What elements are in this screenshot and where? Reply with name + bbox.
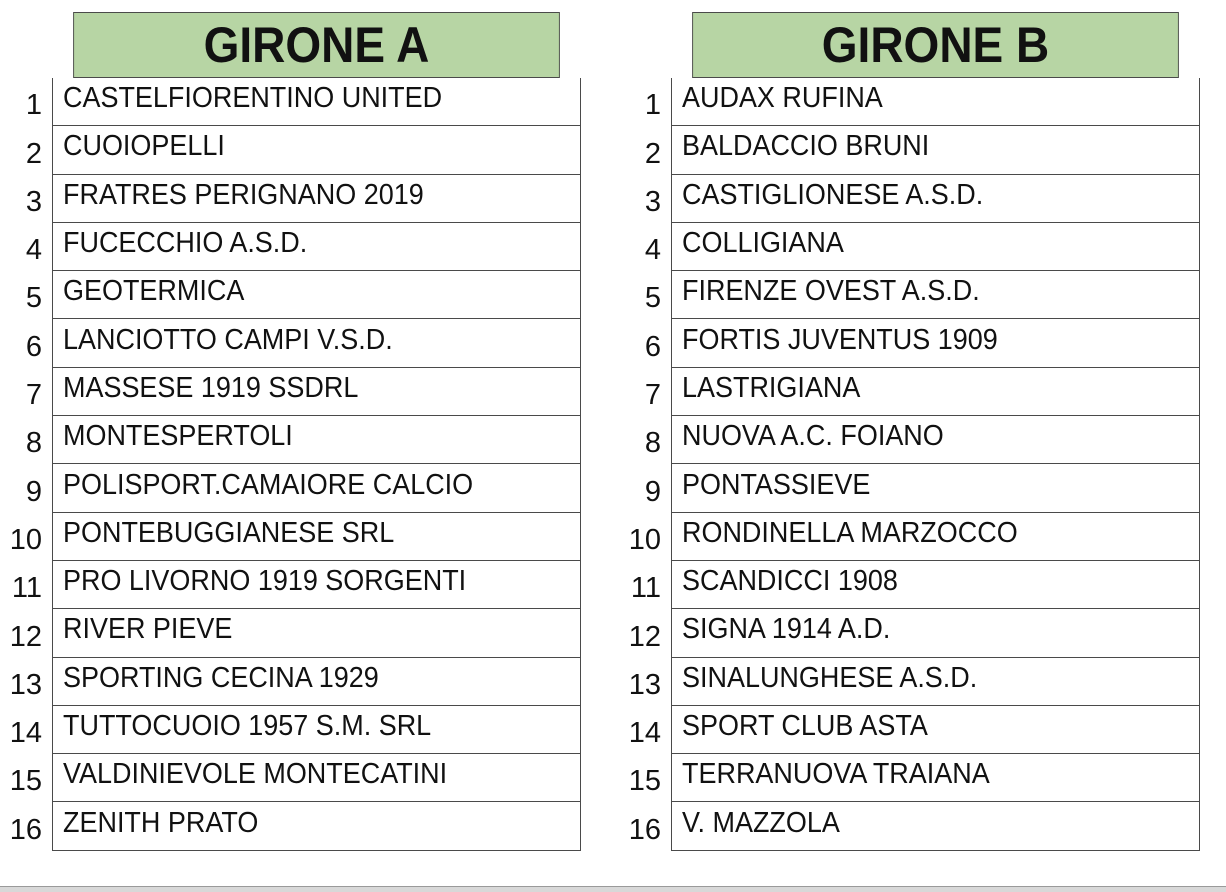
team-name-cell — [671, 754, 1200, 802]
row-number: 1 — [25, 89, 42, 122]
team-name: PONTEBUGGIANESE SRL — [63, 516, 395, 549]
team-name-cell — [52, 754, 581, 802]
row-number: 14 — [9, 717, 42, 750]
team-name-cell — [671, 126, 1200, 174]
table-row — [0, 368, 581, 416]
team-name-cell — [52, 126, 581, 174]
row-number: 3 — [644, 185, 661, 218]
row-number: 15 — [628, 765, 661, 798]
team-name: AUDAX RUFINA — [682, 82, 883, 115]
team-name: TUTTOCUOIO 1957 S.M. SRL — [63, 710, 432, 742]
group-b-table — [619, 12, 1200, 851]
row-number: 2 — [25, 137, 42, 170]
team-name-cell — [52, 271, 581, 319]
team-name: BALDACCIO BRUNI — [682, 130, 930, 163]
team-name: MONTESPERTOLI — [63, 420, 293, 453]
table-row — [0, 223, 581, 271]
team-name-cell — [52, 175, 581, 223]
row-number: 4 — [25, 234, 42, 267]
row-number: 11 — [11, 572, 42, 605]
team-name-cell — [52, 609, 581, 657]
team-name: CASTELFIORENTINO UNITED — [63, 82, 443, 115]
table-row — [0, 175, 581, 223]
team-name: RIVER PIEVE — [63, 613, 233, 646]
table-row — [619, 561, 1200, 609]
table-row — [0, 754, 581, 802]
table-row — [619, 271, 1200, 319]
team-name-cell — [671, 368, 1200, 416]
row-number: 4 — [644, 234, 661, 267]
table-row — [619, 319, 1200, 367]
team-name: FIRENZE OVEST A.S.D. — [682, 275, 980, 308]
team-name: GEOTERMICA — [63, 275, 245, 308]
row-number: 7 — [644, 379, 661, 412]
team-name-cell — [52, 368, 581, 416]
team-name-cell — [671, 561, 1200, 609]
table-row — [619, 175, 1200, 223]
row-number: 16 — [9, 813, 42, 846]
team-name: SIGNA 1914 A.D. — [682, 613, 891, 646]
row-number: 10 — [9, 523, 42, 556]
table-row — [0, 513, 581, 561]
team-name: SCANDICCI 1908 — [682, 565, 898, 598]
team-name-cell — [671, 706, 1200, 754]
header-spacer — [0, 12, 52, 78]
team-name-cell — [671, 78, 1200, 126]
team-name: SINALUNGHESE A.S.D. — [682, 661, 978, 694]
row-number: 9 — [25, 475, 42, 508]
group-b-rows — [619, 78, 1200, 851]
row-number: 13 — [9, 668, 42, 701]
team-name: LASTRIGIANA — [682, 371, 861, 404]
team-name: TERRANUOVA TRAIANA — [682, 758, 990, 791]
team-name-cell — [52, 658, 581, 706]
team-name-cell — [52, 223, 581, 271]
row-number: 5 — [644, 282, 661, 315]
row-number: 14 — [628, 717, 661, 750]
team-name-cell — [52, 416, 581, 464]
team-name-cell — [52, 78, 581, 126]
row-number: 6 — [25, 330, 42, 363]
team-name-cell — [671, 513, 1200, 561]
bottom-scroll-strip — [0, 886, 1226, 892]
team-name: PRO LIVORNO 1919 SORGENTI — [63, 565, 467, 598]
table-row — [619, 416, 1200, 464]
table-row — [619, 706, 1200, 754]
team-name: VALDINIEVOLE MONTECATINI — [63, 758, 448, 791]
team-name-cell — [671, 271, 1200, 319]
team-name-cell — [671, 175, 1200, 223]
row-number: 11 — [630, 572, 661, 605]
table-row — [0, 609, 581, 657]
table-row — [0, 416, 581, 464]
table-row — [0, 126, 581, 174]
table-row — [619, 513, 1200, 561]
table-row — [0, 561, 581, 609]
row-number: 5 — [25, 282, 42, 315]
team-name: MASSESE 1919 SSDRL — [63, 371, 359, 404]
team-name-cell — [52, 706, 581, 754]
group-a-header-row — [0, 12, 581, 78]
group-a-title-cell — [73, 12, 560, 78]
team-name-cell — [671, 223, 1200, 271]
table-row — [0, 802, 581, 850]
group-a-title: GIRONE A — [203, 17, 430, 73]
row-number: 12 — [628, 620, 661, 653]
team-name: CUOIOPELLI — [63, 130, 225, 163]
team-name-cell — [52, 319, 581, 367]
team-name: NUOVA A.C. FOIANO — [682, 420, 944, 453]
header-spacer — [619, 12, 671, 78]
row-number: 8 — [25, 427, 42, 460]
table-row — [619, 126, 1200, 174]
row-number: 6 — [644, 330, 661, 363]
row-number: 8 — [644, 427, 661, 460]
team-name-cell — [52, 513, 581, 561]
group-b-title-cell — [692, 12, 1179, 78]
team-name-cell — [671, 416, 1200, 464]
row-number: 9 — [644, 475, 661, 508]
row-number: 13 — [628, 668, 661, 701]
table-row — [0, 78, 581, 126]
row-number: 2 — [644, 137, 661, 170]
row-number: 12 — [9, 620, 42, 653]
table-row — [0, 271, 581, 319]
group-b-title: GIRONE B — [821, 17, 1050, 73]
table-row — [0, 464, 581, 512]
team-name-cell — [52, 561, 581, 609]
table-row — [619, 78, 1200, 126]
team-name-cell — [52, 802, 581, 850]
team-name: ZENITH PRATO — [63, 806, 259, 839]
table-row — [619, 223, 1200, 271]
table-row — [619, 609, 1200, 657]
team-name-cell — [671, 658, 1200, 706]
table-row — [619, 658, 1200, 706]
table-row — [619, 802, 1200, 850]
team-name: POLISPORT.CAMAIORE CALCIO — [63, 468, 474, 501]
team-name-cell — [671, 609, 1200, 657]
group-a-rows — [0, 78, 581, 851]
team-name: FRATRES PERIGNANO 2019 — [63, 178, 424, 211]
team-name: FORTIS JUVENTUS 1909 — [682, 323, 998, 356]
team-name-cell — [671, 464, 1200, 512]
team-name: PONTASSIEVE — [682, 468, 871, 501]
group-a-table — [0, 12, 581, 851]
table-row — [0, 319, 581, 367]
group-b-header-row — [619, 12, 1200, 78]
row-number: 15 — [9, 765, 42, 798]
team-name: CASTIGLIONESE A.S.D. — [682, 178, 984, 211]
table-row — [619, 368, 1200, 416]
team-name: FUCECCHIO A.S.D. — [63, 227, 308, 260]
team-name: SPORTING CECINA 1929 — [63, 661, 379, 694]
table-row — [619, 754, 1200, 802]
row-number: 16 — [628, 813, 661, 846]
table-row — [0, 658, 581, 706]
team-name: RONDINELLA MARZOCCO — [682, 516, 1018, 549]
team-name: COLLIGIANA — [682, 227, 844, 260]
team-name: SPORT CLUB ASTA — [682, 710, 928, 742]
row-number: 3 — [25, 185, 42, 218]
team-name-cell — [52, 464, 581, 512]
team-name-cell — [671, 319, 1200, 367]
row-number: 10 — [628, 523, 661, 556]
table-row — [0, 706, 581, 754]
team-name-cell — [671, 802, 1200, 850]
row-number: 7 — [25, 379, 42, 412]
table-row — [619, 464, 1200, 512]
team-name: V. MAZZOLA — [682, 806, 840, 839]
row-number: 1 — [644, 89, 661, 122]
team-name: LANCIOTTO CAMPI V.S.D. — [63, 323, 393, 356]
